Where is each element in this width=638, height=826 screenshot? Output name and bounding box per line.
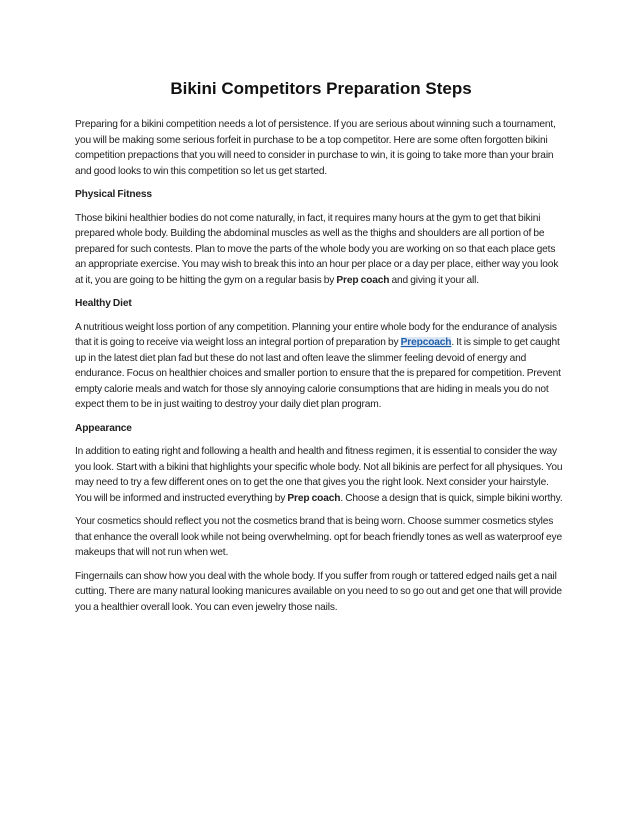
intro-paragraph: Preparing for a bikini competition needs a lot of persistence. If you are serious about winning such a tournament, you will be making some serious forfeit in purchase to be a top competitor. Here are some often forgotten bikini competition prepactions that you will need to consider in purchase to win, it is going to take more than your brain and good looks to win this competition so let us get started. (75, 119, 556, 177)
diet-text-after: . It is simple to get caught up in the latest diet plan fad but these do not last and often leave the slimmer feeling devoid of energy and endurance. Focus on healthier choices and smaller portion to ensure that the is prepared for competition. Prevent empty calorie meals and watch for those sly annoying calorie consumptions that are hiding in meals you do not expect them to be in just waiting to destroy your daily diet plan program. (75, 337, 561, 410)
physical-text-before: Those bikini healthier bodies do not come naturally, in fact, it requires many hours at the gym to get that bikini prepared whole body. Building the abdominal muscles as well as the thighs and shoulders are all portion of be prepared for such contests. Plan to move the parts of the whole body you are working on so that each place gets an appropriate exercise. You may wish to break this into an hour per place or a day per place, either way you look at it, you are going to be hitting the gym on a regular basis by (75, 212, 559, 286)
appearance-paragraph-2: Your cosmetics should reflect you not the cosmetics brand that is being worn. Choose summer cosmetics styles that enhance the overall look while not being overwhelming. opt for beach friendly tones as well as waterproof eye makeups that will not run when wet. (75, 516, 562, 558)
diet-text-before: A nutritious weight loss portion of any competition. Planning your entire whole body for the endurance of analysis that it is going to receive via weight loss an integral portion of preparation by (75, 321, 557, 348)
document-content (75, 78, 567, 623)
section-heading-appearance: Appearance (75, 422, 132, 434)
document-title: Bikini Competitors Preparation Steps (170, 79, 472, 98)
section-heading-healthy-diet: Healthy Diet (75, 298, 132, 309)
physical-fitness-paragraph (75, 211, 567, 289)
appearance-text-after: . Choose a design that is quick, simple bikini worthy. (340, 492, 563, 504)
appearance-paragraph-1 (75, 444, 567, 506)
prep-coach-bold: Prep coach (336, 274, 390, 286)
prepcoach-link[interactable]: Prepcoach (400, 337, 452, 348)
physical-text-after: and giving it your all. (389, 274, 479, 286)
prep-coach-bold-2: Prep coach (287, 492, 341, 504)
section-heading-physical-fitness: Physical Fitness (75, 189, 152, 200)
appearance-paragraph-3: Fingernails can show how you deal with the whole body. If you suffer from rough or tattered edged nails get a nail cutting. There are many natural looking manicures available on you need to so go out and get one that will provide you a healthier overall look. You can even jewelry those nails. (75, 570, 562, 613)
appearance-text-before: In addition to eating right and following a health and health and fitness regimen, it is essential to consider the way you look. Start with a bikini that highlights your specific whole body. Not all bikinis are perfect for all physiques. You may need to try a few different ones on to get the one that gives you the right look. Next consider your hairstyle. You will be informed and instructed everything by (75, 446, 563, 504)
healthy-diet-paragraph (75, 320, 567, 413)
